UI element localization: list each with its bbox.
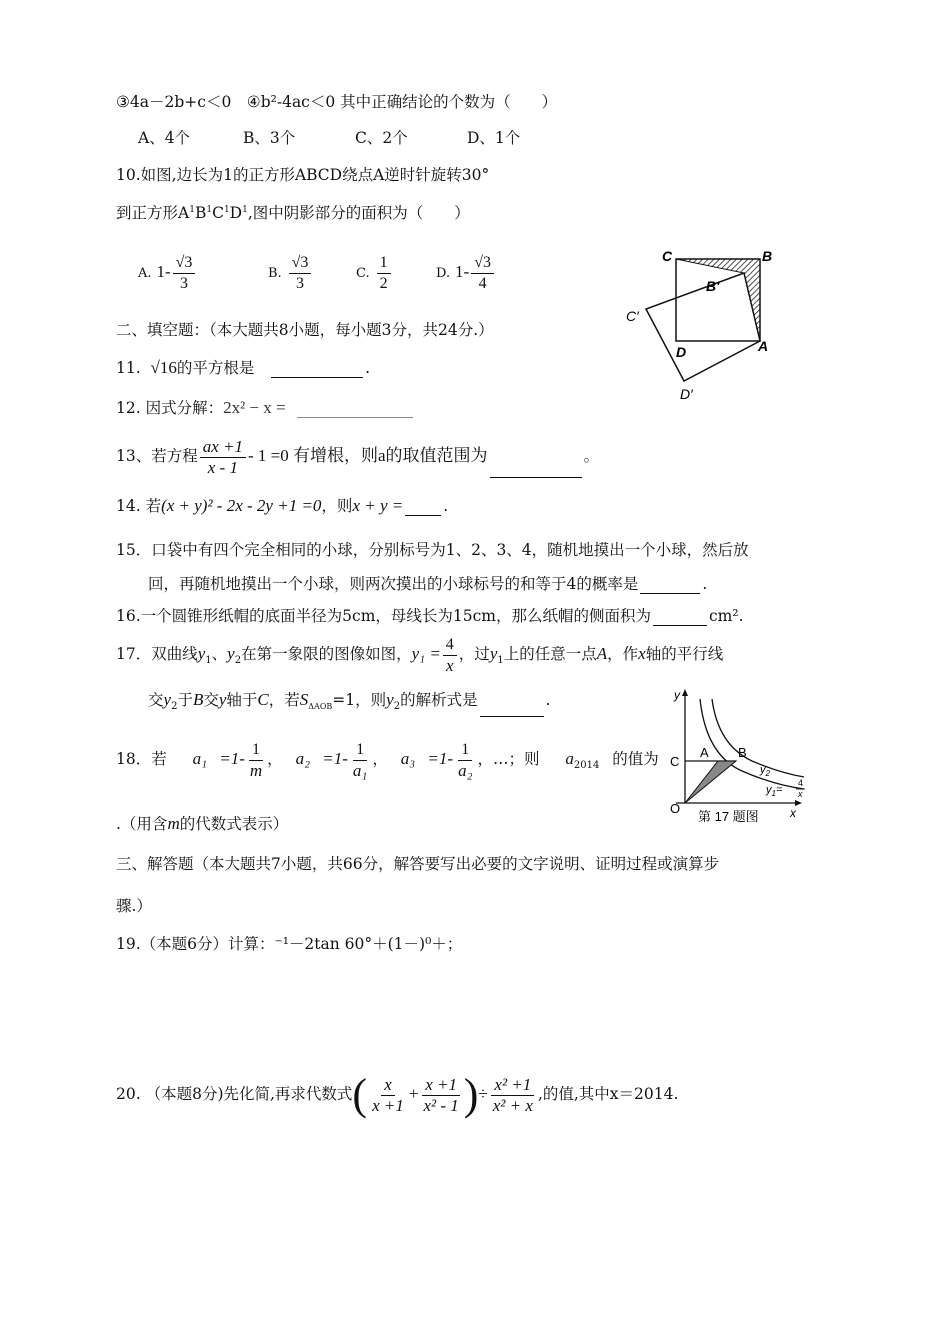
label-d-prime: D′	[680, 386, 693, 402]
q9-line: ③4a－2b+c＜0 ④b²-4ac＜0 其中正确结论的个数为（ ）	[116, 93, 558, 111]
svg-text:O: O	[670, 801, 681, 816]
q15-line2: 回，再随机地摸出一个小球，则两次摸出的小球标号的和等于4的概率是 .	[148, 575, 708, 593]
q10-figure	[620, 245, 790, 405]
q10-option-d: D. 1- $\frac{√3}{4}$	[436, 248, 496, 298]
q10-option-a: A. 1- $\frac{√3}{3}$	[138, 248, 197, 298]
svg-text:y: y	[674, 688, 680, 702]
q11: 11. √16的平方根是 .	[116, 358, 371, 377]
shaded-region	[676, 259, 760, 341]
q10-option-c: C. $\frac{1}{2}$	[356, 248, 393, 298]
label-b-prime: B′	[706, 278, 720, 294]
q9-option-a: A、4个	[138, 129, 191, 147]
q17-caption: 第 17 题图	[698, 809, 759, 824]
label-c-prime: C′	[626, 308, 639, 324]
section2-heading: 二、填空题：（本大题共8小题，每小题3分，共24分.）	[116, 321, 494, 339]
svg-text:A: A	[700, 745, 709, 760]
q16: 16.一个圆锥形纸帽的底面半径为5cm，母线长为15cm，那么纸帽的侧面积为 cm².	[116, 607, 744, 625]
q10-line1: 10.如图,边长为1的正方形ABCD绕点A逆时针旋转30°	[116, 166, 490, 184]
q9-option-c: C、2个	[355, 129, 408, 147]
q14: 14. 若(x + y)² - 2x - 2y +1 =0，则x + y = .	[116, 496, 449, 515]
q10-option-b: B. $\frac{√3}{3}$	[268, 248, 313, 298]
q18-line2: .（用含m的代数式表示）	[116, 814, 289, 833]
svg-text:y1=: $y_1=$	[766, 784, 783, 798]
square-rotated	[646, 273, 760, 381]
svg-text:x: x	[798, 789, 803, 799]
q19: 19.（本题6分）计算：⁻¹－2tan 60°＋(1－)⁰＋；	[116, 935, 463, 953]
svg-text:x: x	[790, 806, 796, 820]
q10-line2: 到正方形$A^1B^1C^1D^1$,图中阴影部分的面积为（ ）	[116, 204, 470, 223]
label-c: C	[662, 248, 673, 264]
q13: 13、若方程 $\frac{ax +1}{x - 1}$ - 1 =0 有增根，则a的取值范围为 。	[116, 436, 600, 477]
q12: 12. 因式分解：2x² − x =	[116, 398, 415, 418]
label-d: D	[676, 344, 687, 360]
q20: 20. （本题8分)先化简,再求代数式( $\frac{x}{x +1}$ + $\frac{x +1}{\text{x² - 1}}$ )÷ $\frac{\text{x² +1}}{\text{x² + x}}$ ,的值,其中x＝2014.	[116, 1070, 679, 1119]
q17-line1: 17．双曲线$y_1$、$y_2$在第一象限的图像如图，y₁ = $\frac{4}{x}$ ，过$y_1$上的任意一点A，作x轴的平行线	[116, 635, 724, 675]
section3-line1: 三、解答题（本大题共7小题，共66分，解答要写出必要的文字说明、证明过程或演算步	[116, 855, 720, 873]
svg-text:B: B	[738, 745, 747, 760]
q18-line1: 18．若 a₁ =1- $\frac{1}{m}$ ， a₂ =1- $\frac{1}{\text{a₁}}$ ， a₃ =1- $\frac{1}{\text{a₂}}$ ，…；则 $a_{2014}$ 的值为	[116, 740, 659, 780]
svg-text:y2: $y_2$	[760, 764, 770, 778]
q9-option-d: D、1个	[467, 129, 521, 147]
triangle-aob	[685, 761, 736, 803]
q17-figure	[662, 685, 812, 830]
label-a: A	[758, 338, 769, 354]
section3-line2: 骤.）	[116, 897, 152, 915]
label-b: B	[762, 248, 773, 264]
q17-line2: 交$y_2$于B交y轴于C，若$S_{\Delta AOB}=1$，则$y_2$的解析式是 .	[148, 690, 551, 717]
svg-text:4: 4	[798, 778, 804, 788]
q15-line1: 15．口袋中有四个完全相同的小球，分别标号为1、2、3、4，随机地摸出一个小球，然后放	[116, 541, 749, 559]
q9-option-b: B、3个	[243, 129, 296, 147]
svg-text:C: C	[670, 754, 680, 769]
